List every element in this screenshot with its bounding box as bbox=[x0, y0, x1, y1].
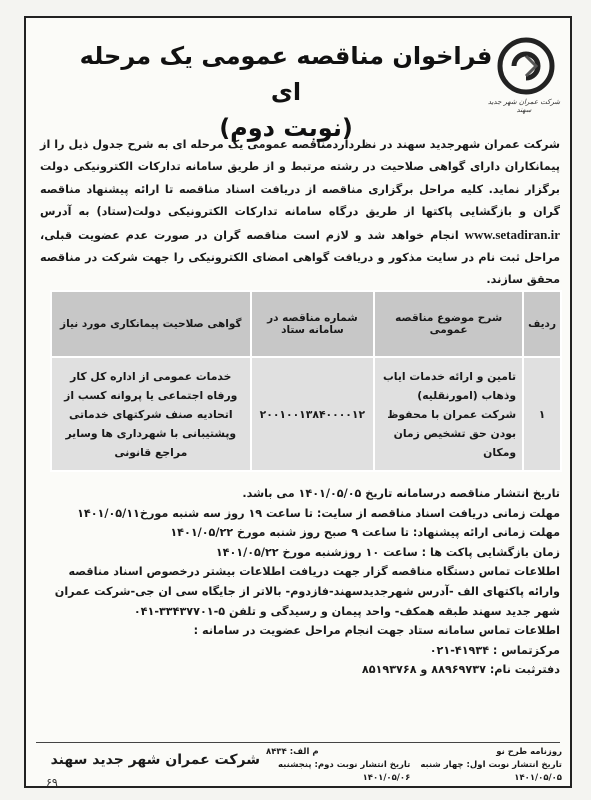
contact-info-line: اطلاعات تماس دستگاه مناقصه گزار جهت دریافت اطلاعات بیشتر درخصوص اسناد مناقصه وارائه پاکتهای الف -آدرس شهرجدیدسهند-فازدوم- بالاتر از جایگاه سی ان جی-شرکت عمران شهر جدید سهند طبقه همکف- واحد پیمان و رسیدگی و تلفن ۵-۳۳۴۳۷۷۰۱-۰۴۱ bbox=[54, 565, 560, 618]
call-center-line: مرکزتماس : ۴۱۹۳۴-۰۲۱ bbox=[429, 643, 560, 657]
publication-row-1 bbox=[266, 746, 562, 759]
first-publication-date: تاریخ انتشار نوبت اول: چهار شنبه ۱۴۰۱/۰۵/۰۵ bbox=[420, 760, 562, 783]
header-tender-number: شماره مناقصه در سامانه ستاد bbox=[251, 291, 375, 357]
cell-certificate: خدمات عمومی از اداره کل کار ورفاه اجتماعی یا پروانه کسب از اتحادیه صنف شرکتهای خدماتی وپشتیبانی با شهرداری ها وسایر مراجع قانونی bbox=[51, 357, 251, 471]
notice-title bbox=[66, 38, 506, 146]
title-line-2: (نوبت دوم) bbox=[219, 114, 353, 142]
mf-number bbox=[266, 746, 319, 759]
submission-deadline-line: مهلت زمانی ارائه پیشنهاد: تا ساعت ۹ صبح روز شنبه مورخ ۱۴۰۱/۰۵/۲۲ bbox=[170, 526, 560, 540]
footer-code: ۶۹ bbox=[46, 776, 58, 789]
second-publication-date: تاریخ انتشار نوبت دوم: پنجشنبه ۱۴۰۱/۰۵/۰۶ bbox=[278, 760, 411, 783]
intro-text-1: شرکت عمران شهرجدید سهند در نظرداردمناقصه عمومی یک مرحله ای به شرح جدول ذیل را از پیمانکاران دارای گواهی صلاحیت در رشته مرتبط و از طریق سامانه تدارکات الکترونیکی دولت برگزار نماید. کلیه مراحل برگزاری مناقصه از دریافت اسناد مناقصه تا ارائه پیشنهاد مناقصه گران و بازگشایی پاکتها از طریق درگاه سامانه تدارکات الکترونیکی دولت(ستاد) به آدرس bbox=[40, 138, 560, 219]
notice-header bbox=[26, 18, 570, 142]
header-row-number: ردیف bbox=[523, 291, 561, 357]
intro-text-2: انجام خواهد شد و لازم است مناقصه گران در صورت عدم عضویت قبلی، مراحل ثبت نام در سایت مذکور و دریافت گواهی امضای الکترونیکی را جهت شرکت در مناقصه محقق سازند. bbox=[40, 228, 560, 287]
tender-notice bbox=[24, 16, 572, 788]
company-logo-icon bbox=[496, 36, 556, 96]
publication-info bbox=[266, 746, 562, 785]
document-deadline-line: مهلت زمانی دریافت اسناد مناقصه از سایت: تا ساعت ۱۹ روز سه شنبه مورخ۱۴۰۱/۰۵/۱۱ bbox=[77, 506, 560, 520]
mf-value: ۸۴۳۴ bbox=[266, 747, 287, 757]
publish-date-line: تاریخ انتشار مناقصه درسامانه تاریخ ۱۴۰۱/۰۵/۰۵ می باشد. bbox=[242, 487, 560, 500]
tender-table bbox=[50, 290, 562, 472]
newspaper-name: روزنامه طرح نو bbox=[496, 747, 562, 757]
intro-paragraph bbox=[40, 134, 560, 292]
cell-tender-number: ۲۰۰۱۰۰۱۳۸۴۰۰۰۰۱۲ bbox=[251, 357, 375, 471]
website-address: www.setadiran.ir bbox=[464, 226, 560, 242]
table-header-row bbox=[51, 291, 561, 357]
cell-row-number: ۱ bbox=[523, 357, 561, 471]
cell-description: تامین و ارائه خدمات ایاب وذهاب (امورنقلیه) شرکت عمران با محفوظ بودن حق تشخیص زمان ومکان bbox=[374, 357, 523, 471]
mf-label: م الف: bbox=[289, 747, 319, 757]
registration-office-line: دفترثبت نام: ۸۸۹۶۹۷۳۷ و ۸۵۱۹۳۷۶۸ bbox=[361, 663, 560, 677]
opening-date-line: زمان بازگشایی پاکت ها : ساعت ۱۰ روزشنبه مورخ ۱۴۰۱/۰۵/۲۲ bbox=[215, 545, 560, 559]
title-line-1: فراخوان مناقصه عمومی یک مرحله ای bbox=[79, 42, 493, 106]
table-row bbox=[51, 357, 561, 471]
logo-caption: شرکت عمران شهر جدید سهند bbox=[487, 98, 561, 114]
footer-divider bbox=[36, 742, 560, 743]
header-description: شرح موضوع مناقصه عمومی bbox=[374, 291, 523, 357]
publication-row-2 bbox=[266, 759, 562, 785]
setad-contact-line: اطلاعات تماس سامانه ستاد جهت انجام مراحل عضویت در سامانه : bbox=[193, 624, 560, 638]
tender-details bbox=[40, 484, 560, 680]
footer-company-name: شرکت عمران شهر جدید سهند bbox=[50, 752, 260, 768]
header-certificate: گواهی صلاحیت پیمانکاری مورد نیاز bbox=[51, 291, 251, 357]
